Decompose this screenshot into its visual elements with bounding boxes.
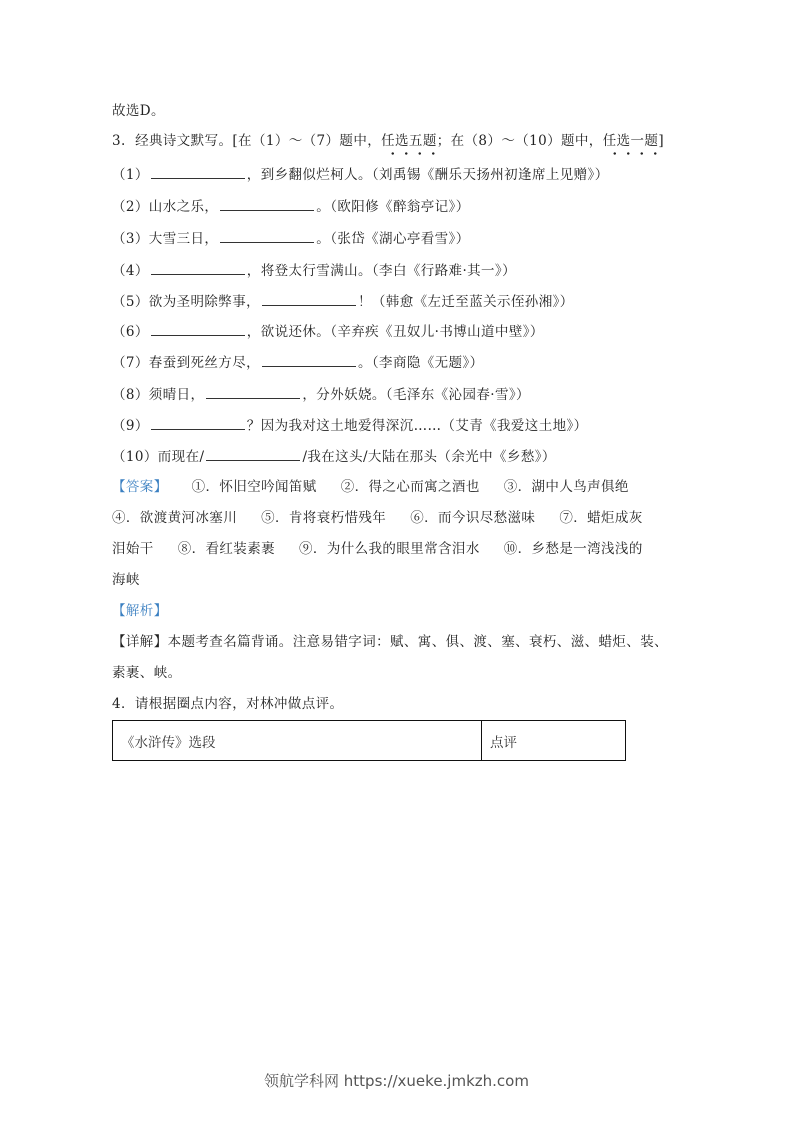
- item-number: （2）: [112, 199, 149, 215]
- emphasis-select-one: 任选一题: [602, 133, 659, 149]
- item-number: （9）: [112, 418, 149, 434]
- item-text: ，到乡翻似烂柯人。（刘禹锡《酬乐天扬州初逢席上见赠》）: [246, 167, 609, 183]
- item-number: （1）: [112, 167, 149, 183]
- fill-item-7: [112, 352, 484, 373]
- fill-item-9: [112, 415, 588, 436]
- item-text: 须晴日，: [148, 387, 205, 403]
- item-number: （4）: [112, 263, 149, 279]
- fill-item-8: [112, 384, 530, 405]
- table-header-comment: 点评: [482, 721, 626, 761]
- answer-blank: [206, 384, 300, 399]
- answer-blank: [206, 446, 300, 461]
- previous-answer: 故选D。: [112, 103, 165, 119]
- item-text: ，将登太行雪满山。（李白《行路难·其一》）: [246, 263, 516, 279]
- question-number: 3.: [112, 133, 126, 149]
- answer-blank: [220, 228, 314, 243]
- fill-item-5: [112, 291, 574, 312]
- item-text: 欲为圣明除弊事，: [148, 294, 260, 310]
- item-number: （10）: [112, 449, 158, 465]
- item-text: ，欲说还休。（辛弃疾《丑奴儿·书博山道中壁》）: [246, 324, 544, 340]
- answer-2: ②．得之心而寓之酒也: [340, 479, 480, 495]
- item-text: ？因为我对这土地爱得深沉……（艾青《我爱这土地》）: [246, 418, 588, 434]
- answer-4: ④．欲渡黄河冰塞川: [112, 510, 238, 526]
- item-number: （6）: [112, 324, 149, 340]
- answer-blank: [262, 352, 356, 367]
- answer-1: ①．怀旧空吟闻笛赋: [191, 479, 317, 495]
- answer-blank: [151, 415, 245, 430]
- answer-line-2: [112, 508, 643, 528]
- answer-8: ⑧．看红装素裹: [177, 541, 276, 557]
- footer-watermark: 领航学科网 https://xueke.jmkzh.com: [264, 1072, 529, 1090]
- answer-label: 【答案】: [112, 479, 168, 495]
- question-title: 经典诗文默写。[在（1）～（7）题中，: [135, 133, 382, 149]
- answer-6: ⑥．而今识尽愁滋味: [410, 510, 536, 526]
- item-text: 山水之乐，: [148, 199, 219, 215]
- item-number: （8）: [112, 387, 149, 403]
- fill-item-4: [112, 260, 516, 281]
- question-title-end: ]: [658, 133, 664, 149]
- item-text: ，分外妖娆。（毛泽东《沁园春·雪》）: [302, 387, 530, 403]
- answer-7-cont: 泪始干: [112, 541, 154, 557]
- answer-blank: [151, 260, 245, 275]
- item-text: 而现在/: [157, 449, 205, 465]
- fill-item-2: [112, 196, 470, 217]
- item-text: ！（韩愈《左迁至蓝关示侄孙湘》）: [358, 294, 574, 310]
- item-text: 春蚕到死丝方尽，: [148, 355, 260, 371]
- answer-line-3: [112, 539, 643, 559]
- item-number: （3）: [112, 231, 149, 247]
- item-text: /我在这头/大陆在那头（余光中《乡愁》）: [302, 449, 556, 465]
- answer-blank: [151, 164, 245, 179]
- answer-blank: [151, 321, 245, 336]
- answer-3: ③．湖中人鸟声俱绝: [503, 479, 629, 495]
- answer-5: ⑤．肯将衰朽惜残年: [261, 510, 387, 526]
- answer-7: ⑦．蜡炬成灰: [559, 510, 643, 526]
- item-text: 。（张岱《湖心亭看雪》）: [316, 231, 470, 247]
- answer-10: ⑩．乡愁是一湾浅浅的: [503, 541, 643, 557]
- item-text: 大雪三日，: [148, 231, 219, 247]
- item-number: （5）: [112, 294, 149, 310]
- analysis-label: 【解析】: [112, 603, 168, 619]
- item-number: （7）: [112, 355, 149, 371]
- item-text: 。（李商隐《无题》）: [358, 355, 484, 371]
- detail-label: 【详解】: [112, 634, 168, 650]
- answer-line-4: [112, 570, 140, 590]
- question-3-heading: [112, 131, 664, 151]
- answer-blank: [220, 196, 314, 211]
- answer-line-1: [112, 477, 629, 497]
- answer-10-cont: 海峡: [112, 572, 140, 588]
- emphasis-select-five: 任选五题: [381, 133, 437, 149]
- table-header-excerpt: 《水浒传》选段: [113, 721, 482, 761]
- excerpt-comment-table: [112, 720, 626, 761]
- detail-line-2: 素裹、峡。: [112, 665, 182, 681]
- detail-text: 本题考查名篇背诵。注意易错字词：赋、寓、俱、渡、塞、衰朽、滋、蜡炬、装、: [167, 634, 669, 650]
- question-4-heading: 4．请根据圈点内容，对林冲做点评。: [112, 696, 344, 712]
- detail-line-1: [112, 632, 668, 652]
- question-title-mid: ；在（8）～（10）题中，: [436, 133, 603, 149]
- item-text: 。（欧阳修《醉翁亭记》）: [316, 199, 470, 215]
- answer-blank: [262, 291, 356, 306]
- answer-9: ⑨．为什么我的眼里常含泪水: [299, 541, 480, 557]
- fill-item-6: [112, 321, 544, 342]
- fill-item-3: [112, 228, 470, 249]
- fill-item-10: [112, 446, 556, 467]
- fill-item-1: [112, 164, 609, 185]
